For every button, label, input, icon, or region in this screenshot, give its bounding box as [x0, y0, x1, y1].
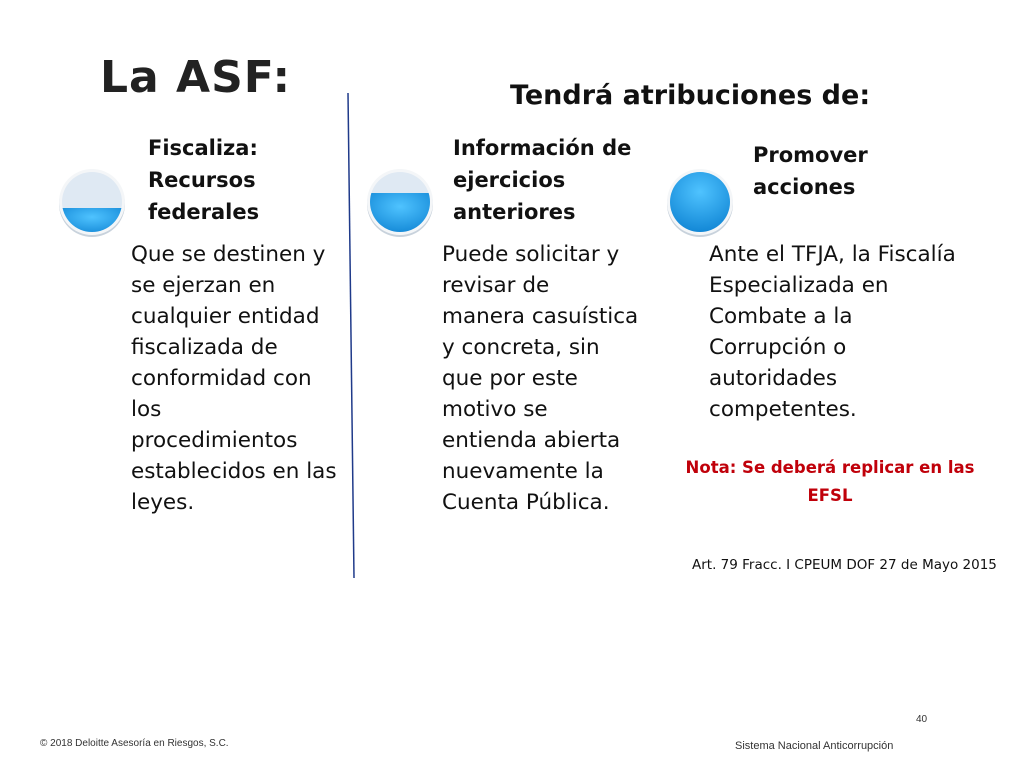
- body-line: y concreta, sin: [442, 335, 600, 360]
- page-number: 40: [916, 714, 928, 725]
- heading-line: Información de: [453, 136, 632, 160]
- column-body: [131, 239, 337, 518]
- body-line: conformidad con: [131, 366, 312, 391]
- body-line: competentes.: [709, 397, 857, 422]
- body-line: autoridades: [709, 366, 838, 391]
- body-line: leyes.: [131, 490, 195, 515]
- slide-subtitle: Tendrá atribuciones de:: [510, 80, 871, 111]
- heading-line: acciones: [753, 175, 856, 199]
- progress-circle-icon: [56, 166, 128, 238]
- body-line: Ante el TFJA, la Fiscalía: [709, 242, 956, 267]
- legal-reference: Art. 79 Fracc. I CPEUM DOF 27 de Mayo 2015: [692, 557, 997, 573]
- progress-circle-icon: [664, 166, 736, 238]
- body-line: nuevamente la: [442, 459, 604, 484]
- heading-line: Recursos: [148, 168, 256, 192]
- system-name: Sistema Nacional Anticorrupción: [735, 740, 894, 752]
- heading-line: federales: [148, 200, 260, 224]
- body-line: establecidos en las: [131, 459, 337, 484]
- body-line: manera casuística: [442, 304, 639, 329]
- body-line: motivo se: [442, 397, 548, 422]
- body-line: fiscalizada de: [131, 335, 278, 360]
- heading-line: Promover: [753, 143, 868, 167]
- slide-title: La ASF:: [100, 52, 292, 103]
- body-line: revisar de: [442, 273, 550, 298]
- note-line: EFSL: [807, 486, 853, 505]
- copyright-text: © 2018 Deloitte Asesoría en Riesgos, S.C.: [40, 738, 229, 749]
- body-line: Cuenta Pública.: [442, 490, 610, 515]
- heading-line: Fiscaliza:: [148, 136, 258, 160]
- replication-note: [680, 454, 980, 510]
- body-line: Puede solicitar y: [442, 242, 620, 267]
- body-line: Que se destinen y: [131, 242, 326, 267]
- column-body: [442, 239, 638, 518]
- column-heading: [753, 139, 868, 203]
- heading-line: anteriores: [453, 200, 576, 224]
- body-line: Especializada en: [709, 273, 889, 298]
- heading-line: ejercicios: [453, 168, 566, 192]
- column-body: [709, 239, 956, 425]
- progress-circle-icon: [364, 166, 436, 238]
- body-line: cualquier entidad: [131, 304, 320, 329]
- body-line: Corrupción o: [709, 335, 847, 360]
- body-line: se ejerzan en: [131, 273, 276, 298]
- column-heading: [453, 132, 631, 228]
- circle-fill-level: [364, 193, 436, 238]
- note-line: Nota: Se deberá replicar en las: [685, 458, 975, 477]
- body-line: Combate a la: [709, 304, 853, 329]
- body-line: procedimientos: [131, 428, 298, 453]
- column-heading: [148, 132, 259, 228]
- body-line: los: [131, 397, 162, 422]
- body-line: entienda abierta: [442, 428, 621, 453]
- body-line: que por este: [442, 366, 578, 391]
